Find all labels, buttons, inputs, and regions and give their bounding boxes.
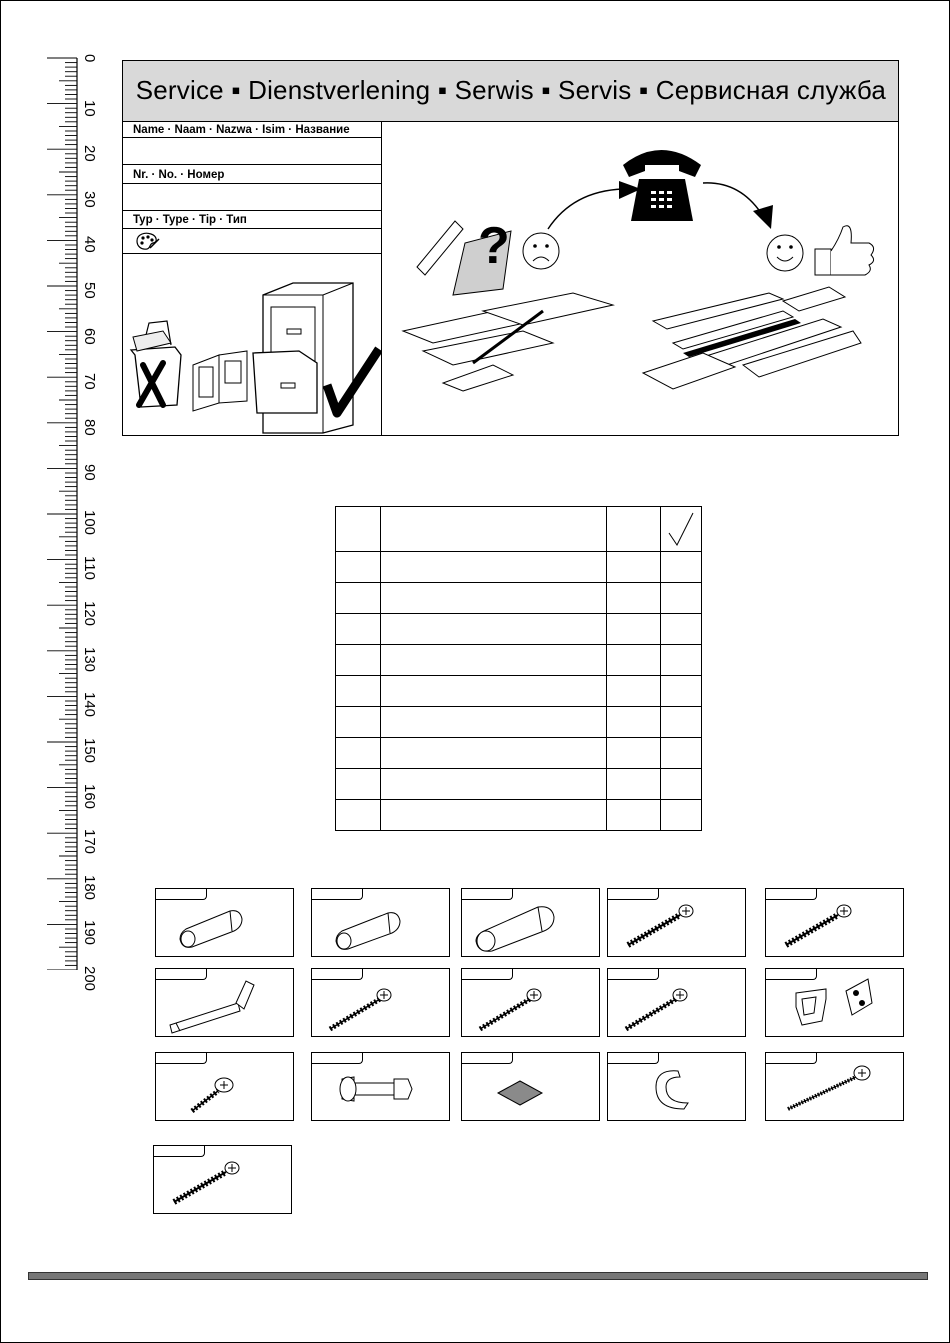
ruler-label: 60 <box>81 327 98 345</box>
short-screw-icon <box>156 1053 293 1120</box>
ruler-label: 180 <box>81 874 98 900</box>
part-number-cell[interactable] <box>336 769 381 800</box>
dowel-short-icon <box>156 889 293 956</box>
part-card <box>311 968 450 1037</box>
part-card <box>155 888 294 957</box>
checklist-row <box>336 800 702 831</box>
part-number-cell[interactable] <box>336 800 381 831</box>
service-form <box>122 60 899 436</box>
part-name-cell[interactable] <box>381 614 607 645</box>
check-cell[interactable] <box>661 769 702 800</box>
checklist-header-row <box>336 507 702 552</box>
check-cell[interactable] <box>661 583 702 614</box>
name-label: Name · Naam · Nazwa · Isim · Название <box>133 124 350 136</box>
ruler-label: 160 <box>81 783 98 809</box>
dowel-medium-icon <box>312 889 449 956</box>
ruler-label: 100 <box>81 510 98 536</box>
check-cell[interactable] <box>661 707 702 738</box>
ruler-label: 140 <box>81 692 98 718</box>
svg-text:?: ? <box>478 217 510 275</box>
part-card <box>765 888 904 957</box>
wood-screw-icon <box>608 969 745 1036</box>
quantity-cell[interactable] <box>607 676 661 707</box>
checklist-row <box>336 645 702 676</box>
number-field[interactable] <box>123 184 381 206</box>
ruler-label: 40 <box>81 236 98 254</box>
ruler-label: 110 <box>81 555 98 580</box>
telephone-icon <box>623 150 701 221</box>
ruler-label: 170 <box>81 829 98 855</box>
part-card <box>155 1052 294 1121</box>
checklist-row <box>336 769 702 800</box>
cam-bolt-icon <box>312 1053 449 1120</box>
ruler-label: 70 <box>81 373 98 390</box>
ruler-label: 190 <box>81 920 98 946</box>
long-bolt-icon <box>766 1053 903 1120</box>
part-card <box>461 1052 600 1121</box>
part-number-cell[interactable] <box>336 614 381 645</box>
check-cell[interactable] <box>661 738 702 769</box>
checklist-row <box>336 552 702 583</box>
quantity-cell[interactable] <box>607 769 661 800</box>
felt-pad-icon <box>462 1053 599 1120</box>
part-number-cell[interactable] <box>336 707 381 738</box>
ruler-label: 50 <box>81 282 98 299</box>
service-illustration <box>383 121 898 435</box>
check-cell[interactable] <box>661 614 702 645</box>
dowel-long-icon <box>462 889 599 956</box>
quantity-cell[interactable] <box>607 614 661 645</box>
footer-bar <box>28 1272 928 1280</box>
part-number-cell[interactable] <box>336 676 381 707</box>
service-header <box>123 61 898 122</box>
checklist-row <box>336 738 702 769</box>
ruler-label: 120 <box>81 601 98 627</box>
trash-bin-icon <box>131 321 181 407</box>
ruler-label: 10 <box>81 99 98 117</box>
part-name-cell[interactable] <box>381 552 607 583</box>
part-card <box>311 888 450 957</box>
type-label: Typ · Type · Tip · Тип <box>133 214 247 226</box>
measuring-ruler <box>40 50 98 992</box>
ruler-label: 150 <box>81 738 98 764</box>
damaged-parts-icon <box>403 217 613 391</box>
part-name-cell[interactable] <box>381 645 607 676</box>
part-name-cell[interactable] <box>381 583 607 614</box>
number-label: Nr. · No. · Номер <box>133 169 225 181</box>
part-name-cell[interactable] <box>381 738 607 769</box>
confirmat-screw-icon <box>608 889 745 956</box>
quantity-cell[interactable] <box>607 707 661 738</box>
part-card <box>461 888 600 957</box>
quantity-cell[interactable] <box>607 583 661 614</box>
color-palette-icon <box>133 230 163 252</box>
check-cell[interactable] <box>661 676 702 707</box>
check-cell[interactable] <box>661 645 702 676</box>
confirmat-screw-icon <box>154 1146 291 1213</box>
part-card <box>155 968 294 1037</box>
ruler-label: 0 <box>81 54 98 63</box>
part-card <box>765 1052 904 1121</box>
part-card <box>607 968 746 1037</box>
wood-screw-icon <box>312 969 449 1036</box>
check-column-icon <box>661 507 701 551</box>
thumbs-up-icon <box>815 226 874 275</box>
checklist-row <box>336 707 702 738</box>
ruler-label: 200 <box>81 966 98 992</box>
part-card <box>461 968 600 1037</box>
keep-instructions-illustration <box>123 255 381 435</box>
ruler-label: 30 <box>81 190 98 208</box>
part-number-cell[interactable] <box>336 552 381 583</box>
product-info-form <box>123 121 382 435</box>
checklist-row <box>336 614 702 645</box>
ruler-ticks <box>40 50 80 970</box>
ruler-label: 130 <box>81 646 98 672</box>
check-cell[interactable] <box>661 552 702 583</box>
part-number-cell[interactable] <box>336 738 381 769</box>
part-card <box>765 968 904 1037</box>
part-card <box>607 1052 746 1121</box>
quantity-cell[interactable] <box>607 738 661 769</box>
cable-clip-icon <box>608 1053 745 1120</box>
part-card <box>311 1052 450 1121</box>
ruler-label: 90 <box>81 464 98 482</box>
hinge-plate-icon <box>766 969 903 1036</box>
allen-key-icon <box>156 969 293 1036</box>
arrow-to-phone-icon <box>548 189 623 229</box>
check-cell[interactable] <box>661 800 702 831</box>
part-card <box>153 1145 292 1214</box>
quantity-cell[interactable] <box>607 800 661 831</box>
name-field[interactable] <box>123 138 381 160</box>
confirmat-screw-icon <box>766 889 903 956</box>
part-name-cell[interactable] <box>381 769 607 800</box>
ruler-label: 80 <box>81 418 98 436</box>
sad-face-icon <box>523 233 559 269</box>
parts-checklist <box>335 506 702 831</box>
arrow-to-happy-icon <box>703 183 761 213</box>
happy-face-icon <box>767 235 803 271</box>
service-title: Service ▪ Dienstverlening ▪ Serwis ▪ Servis ▪ Сервисная служба <box>135 75 886 105</box>
quantity-cell[interactable] <box>607 645 661 676</box>
manual-booklet-icon <box>193 351 247 411</box>
quantity-cell[interactable] <box>607 552 661 583</box>
checklist-row <box>336 676 702 707</box>
part-number-cell[interactable] <box>336 645 381 676</box>
color-field[interactable] <box>123 229 381 251</box>
part-name-cell[interactable] <box>381 676 607 707</box>
ruler-label: 20 <box>81 145 98 162</box>
wood-screw-icon <box>462 969 599 1036</box>
part-card <box>607 888 746 957</box>
part-name-cell[interactable] <box>381 707 607 738</box>
checklist-row <box>336 583 702 614</box>
part-name-cell[interactable] <box>381 800 607 831</box>
assembled-boards-icon <box>643 287 861 389</box>
part-number-cell[interactable] <box>336 583 381 614</box>
